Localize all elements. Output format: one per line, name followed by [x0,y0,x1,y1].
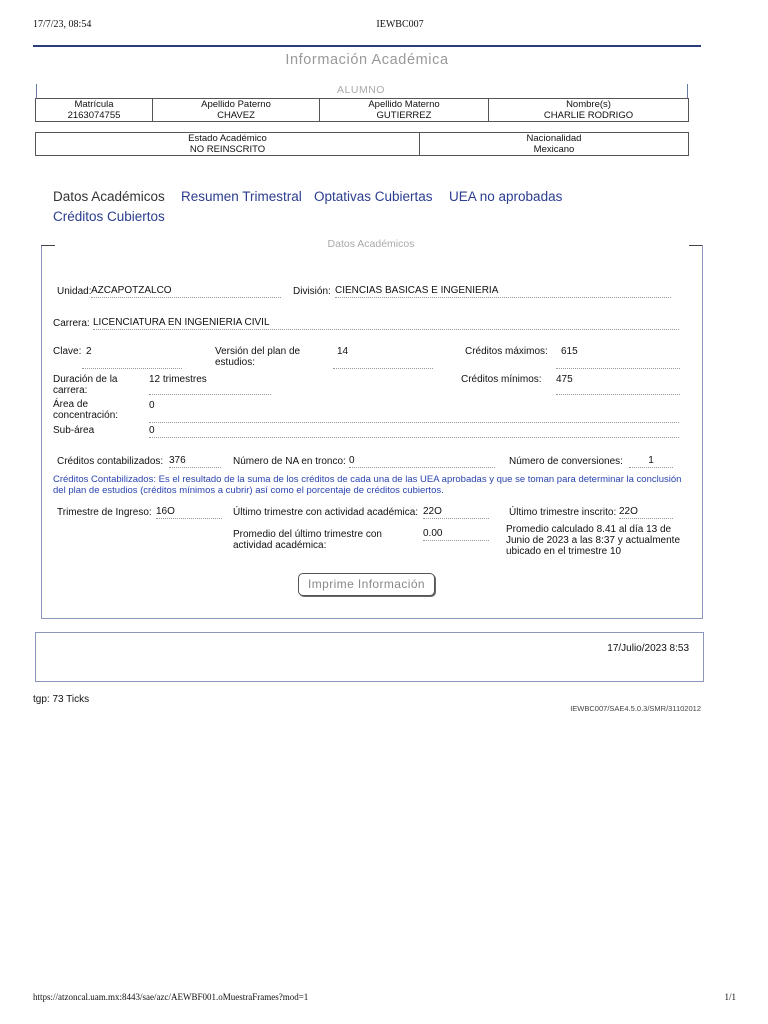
trimestre-ingreso-label: Trimestre de Ingreso: [57,507,152,518]
apellido-materno-value: GUTIERREZ [376,110,432,121]
imprime-informacion-button[interactable]: Imprime Información [298,573,435,596]
version-plan-label: Versión del plan de estudios: [215,346,301,368]
nacionalidad-header: Nacionalidad [526,133,582,144]
carrera-label: Carrera: [53,318,90,329]
print-page-title: IEWBC007 [376,19,424,30]
print-url: https://atzoncal.uam.mx:8443/sae/azc/AEWBF001.oMuestraFrames?mod=1 [33,992,309,1002]
panel-legend: Datos Académicos [327,238,415,250]
clave-underline [82,358,182,369]
page-title: Información Académica [285,52,449,68]
creditos-contabilizados-label: Créditos contabilizados: [57,456,164,467]
ultimo-trimestre-actividad-label: Último trimestre con actividad académica: [233,507,419,518]
carrera-value: LICENCIATURA EN INGENIERIA CIVIL [93,317,679,330]
print-page-number: 1/1 [724,992,736,1002]
tab-optativas-cubiertas[interactable]: Optativas Cubiertas [314,189,433,204]
matricula-value: 2163074755 [67,110,121,121]
division-value: CIENCIAS BASICAS E INGENIERIA [335,285,671,298]
unidad-label: Unidad: [57,286,92,297]
tab-uea-no-aprobadas[interactable]: UEA no aprobadas [449,189,563,204]
nacionalidad-cell [420,133,688,155]
numero-na-value: 0 [349,455,495,468]
creditos-maximos-label: Créditos máximos: [465,346,548,357]
promedio-ultimo-label: Promedio del último trimestre con actividad académica: [233,529,382,551]
area-label: Área de concentración: [53,399,119,421]
apellido-paterno-header: Apellido Paterno [201,99,271,110]
ultimo-trimestre-inscrito-value: 22O [619,506,673,519]
promedio-ultimo-value: 0.00 [423,528,489,541]
apellido-materno-cell [320,99,489,121]
duracion-label: Duración de la carrera: [53,374,118,396]
tab-creditos-cubiertos[interactable]: Créditos Cubiertos [53,209,165,224]
estado-value: NO REINSCRITO [189,144,266,155]
student-status-table [35,132,689,156]
student-name-table [35,98,689,122]
nombres-value: CHARLIE RODRIGO [543,110,634,121]
ultimo-trimestre-actividad-value: 22O [423,506,489,519]
estado-cell [36,133,420,155]
apellido-materno-header: Apellido Materno [368,99,440,110]
title-divider [33,45,701,47]
version-plan-value: 14 [337,346,349,357]
nacionalidad-value: Mexicano [533,144,575,155]
footer-box [35,632,704,682]
division-label: División: [293,286,331,297]
nombres-header: Nombre(s) [566,99,611,110]
clave-label: Clave: [53,346,82,357]
tab-datos-academicos[interactable]: Datos Académicos [53,189,165,204]
clave-value: 2 [86,346,92,357]
print-datetime: 17/7/23, 08:54 [33,19,92,30]
apellido-paterno-value: CHAVEZ [217,110,255,121]
subarea-value: 0 [149,425,679,438]
creditos-maximos-value: 615 [561,346,578,357]
creditos-contabilizados-value: 376 [169,455,221,468]
duracion-value: 12 trimestres [149,374,271,395]
promedio-calculado: Promedio calculado 8.41 al día 13 de Junio de 2023 a las 8:37 y actualmente ubicado en el trimestre 10 [506,524,681,557]
footer-timestamp: 17/Julio/2023 8:53 [607,643,689,654]
ultimo-trimestre-inscrito-label: Último trimestre inscrito: [509,507,617,518]
matricula-header: Matrícula [74,99,114,110]
tab-resumen-trimestral[interactable]: Resumen Trimestral [181,189,302,204]
area-value: 0 [149,400,679,423]
creditos-minimos-label: Créditos mínimos: [461,374,542,385]
numero-conversiones-label: Número de conversiones: [509,456,623,467]
version-string: IEWBC007/SAE4.5.0.3/SMR/31102012 [570,704,701,713]
estado-header: Estado Académico [188,133,267,144]
numero-na-label: Número de NA en tronco: [233,456,346,467]
ticks-label: tgp: 73 Ticks [33,694,90,705]
creditos-maximos-underline [556,358,680,369]
matricula-cell [36,99,153,121]
student-section-label: ALUMNO [337,84,385,96]
apellido-paterno-cell [153,99,320,121]
version-plan-underline [333,358,433,369]
trimestre-ingreso-value: 16O [156,506,222,519]
numero-conversiones-value: 1 [629,455,673,468]
subarea-label: Sub-área [53,425,95,436]
creditos-note: Créditos Contabilizados: Es el resultado de la suma de los créditos de cada una de las UEA aprobadas y que se toman para determinar la conclusión del plan de estudios (créditos mínimos a cubrir) así como el porcentaje de créditos cubiertos. [53,474,682,496]
creditos-minimos-value: 475 [556,374,680,395]
unidad-value: AZCAPOTZALCO [91,285,281,298]
nombres-cell [489,99,688,121]
